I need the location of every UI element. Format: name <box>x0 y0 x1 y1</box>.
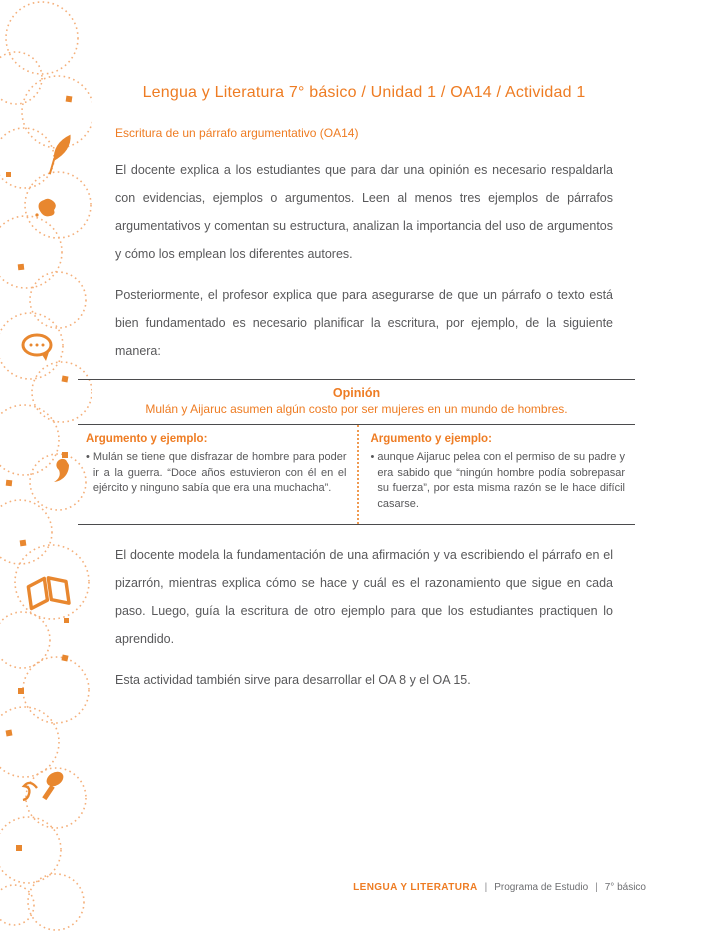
footer-program: Programa de Estudio <box>494 882 589 893</box>
argument-text-left: Mulán se tiene que disfrazar de hombre para poder ir a la guerra. “Doce años estuvieron con él en el ejército y ninguno sabía que era una muchacha”. <box>92 451 347 494</box>
argument-columns <box>78 425 635 524</box>
argument-label-right: Argumento y ejemplo: <box>370 433 492 445</box>
page-title-breadcrumb: Lengua y Literatura 7° básico / Unidad 1 / OA14 / Actividad 1 <box>142 84 586 101</box>
footer-grade: 7° básico <box>604 882 646 893</box>
footer-brand: LENGUA Y LITERATURA <box>353 882 478 893</box>
opinion-title: Opinión <box>332 386 381 400</box>
argument-label-left: Argumento y ejemplo: <box>86 433 208 445</box>
speech-bubble-icon <box>23 335 51 361</box>
bullet-marker: • <box>370 451 375 463</box>
argument-text-right: aunque Aijaruc pelea con el permiso de su padre y era sabido que “ningún hombre podía sobrepasar su fuerza”, por esta misma razón se le hace difícil casarse. <box>377 451 625 510</box>
opinion-table-header <box>78 380 635 425</box>
comma-icon <box>54 459 69 482</box>
paragraph-intro: El docente explica a los estudiantes que para dar una opinión es necesario respaldarla con evidencias, ejemplos o argumentos. Leen al menos tres ejemplos de párrafos argumentativos y comentan su estructura, analizan la importancia del uso de argumentos y cómo los emplean los diferentes autores. <box>115 163 613 261</box>
argument-column-left <box>78 425 357 524</box>
footer-separator: | <box>484 882 488 893</box>
activity-subtitle: Escritura de un párrafo argumentativo (OA14) <box>115 126 359 140</box>
bullet-marker: • <box>86 451 90 463</box>
opinion-statement: Mulán y Aijaruc asumen algún costo por ser mujeres en un mundo de hombres. <box>145 402 568 416</box>
microphone-icon <box>23 769 66 800</box>
open-book-icon <box>28 575 70 608</box>
paragraph-oa-note: Esta actividad también sirve para desarrollar el OA 8 y el OA 15. <box>115 673 471 687</box>
argument-column-right <box>357 425 636 524</box>
main-content <box>86 84 625 694</box>
opinion-table <box>78 379 635 525</box>
page-footer <box>353 882 646 893</box>
paragraph-modeling: El docente modela la fundamentación de una afirmación y va escribiendo el párrafo en el pizarrón, mientras explica cómo se hace y cuál es el razonamiento que sigue en cada paso. Luego, guía la escritura de otro ejemplo para que los estudiantes practiquen lo aprendido. <box>115 548 613 646</box>
footer-separator: | <box>595 882 598 893</box>
argument-bullet-right <box>371 450 626 512</box>
argument-bullet-left <box>86 450 347 497</box>
ink-blot-icon <box>35 199 55 217</box>
paragraph-planning: Posteriormente, el profesor explica que para asegurarse de que un párrafo o texto está bien fundamentado es necesario planificar la escritura, por ejemplo, de la siguiente manera: <box>115 288 613 358</box>
